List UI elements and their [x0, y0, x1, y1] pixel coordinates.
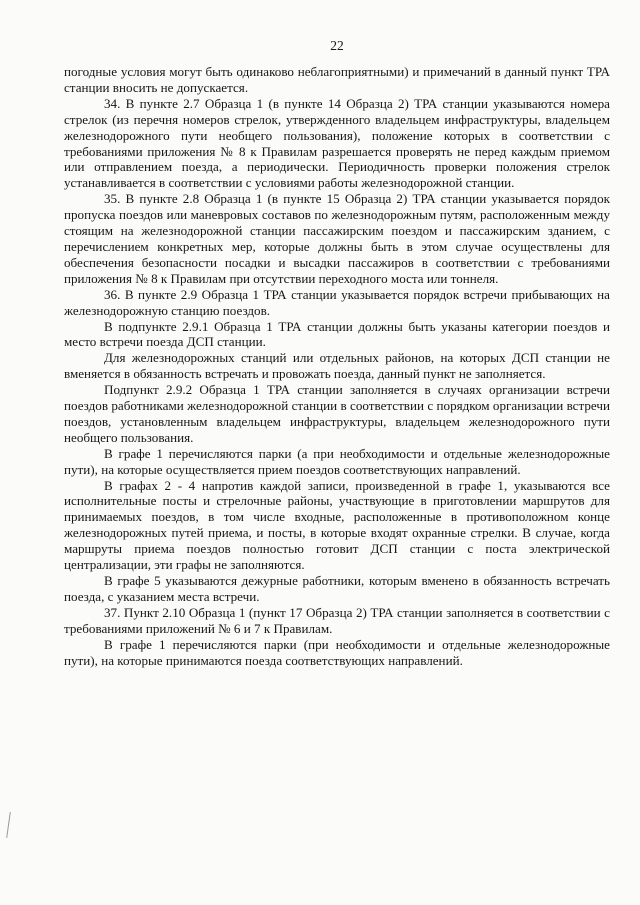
page-number: 22	[330, 38, 344, 53]
paragraph-37: 37. Пункт 2.10 Образца 1 (пункт 17 Образца 2) ТРА станции заполняется в соответствии с требованиями приложений № 6 и 7 к Правилам.	[64, 604, 610, 636]
scan-margin-mark	[6, 812, 11, 838]
paragraph-stations-note: Для железнодорожных станций или отдельных районов, на которых ДСП станции не вменяется в обязанность встречать и провожать поезда, данный пункт не заполняется.	[64, 350, 610, 382]
paragraph-continuation: погодные условия могут быть одинаково неблагоприятными) и примечаний в данный пункт ТРА станции вносить не допускается.	[64, 64, 610, 95]
paragraph-columns-2-4: В графах 2 - 4 напротив каждой записи, произведенной в графе 1, указываются все исполнительные посты и стрелочные районы, участвующие в приготовлении маршрутов для принимаемых поездов, в том числе входные, расположенные в противоположном конце железнодорожных путей приема, и посты, в которые входят охранные стрелки. В случае, когда маршруты приема поездов полностью готовит ДСП станции с поста электрической централизации, эти графы не заполняются.	[64, 477, 610, 573]
paragraph-column-5: В графе 5 указываются дежурные работники, которым вменено в обязанность встречать поезда, с указанием места встречи.	[64, 573, 610, 604]
paragraph-subpoint-2-9-1: В подпункте 2.9.1 Образца 1 ТРА станции должны быть указаны категории поездов и место встречи поезда ДСП станции.	[64, 318, 610, 350]
paragraph-column-1: В графе 1 перечисляются парки (а при необходимости и отдельные железнодорожные пути), на которые осуществляется прием поездов соответствующих направлений.	[64, 445, 610, 477]
paragraph-36: 36. В пункте 2.9 Образца 1 ТРА станции указывается порядок встречи прибывающих на железнодорожную станцию поездов.	[64, 286, 610, 318]
paragraph-column-1-parks: В графе 1 перечисляются парки (при необходимости и отдельные железнодорожные пути), на которые принимаются поезда соответствующих направлений.	[64, 636, 610, 668]
paragraph-subpoint-2-9-2: Подпункт 2.9.2 Образца 1 ТРА станции заполняется в случаях организации встречи поездов работниками железнодорожной станции в соответствии с порядком организации встречи поездов, установленным владельцем инфраструктуры, владельцем железнодорожного пути необщего пользования.	[64, 382, 610, 445]
paragraph-34: 34. В пункте 2.7 Образца 1 (в пункте 14 Образца 2) ТРА станции указываются номера стрелок (из перечня номеров стрелок, утвержденного владельцем инфраструктуры, владельцем железнодорожного пути необщего пользования), положение которых в соответствии с требованиями приложения № 8 к Правилам разрешается проверять не перед каждым приемом или отправлением поезда, а периодически. Периодичность проверки положения стрелок устанавливается в соответствии с условиями работы железнодорожной станции.	[64, 95, 610, 191]
paragraph-35: 35. В пункте 2.8 Образца 1 (в пункте 15 Образца 2) ТРА станции указывается порядок пропуска поездов или маневровых составов по железнодорожным путям, расположенным между стоящим на железнодорожной станции пассажирским поездом и пассажирским зданием, с перечислением конкретных мер, которые должны быть в этом случае осуществлены для обеспечения безопасности посадки и высадки пассажиров в соответствии с требованиями приложения № 8 к Правилам при отсутствии переходного моста или тоннеля.	[64, 191, 610, 286]
